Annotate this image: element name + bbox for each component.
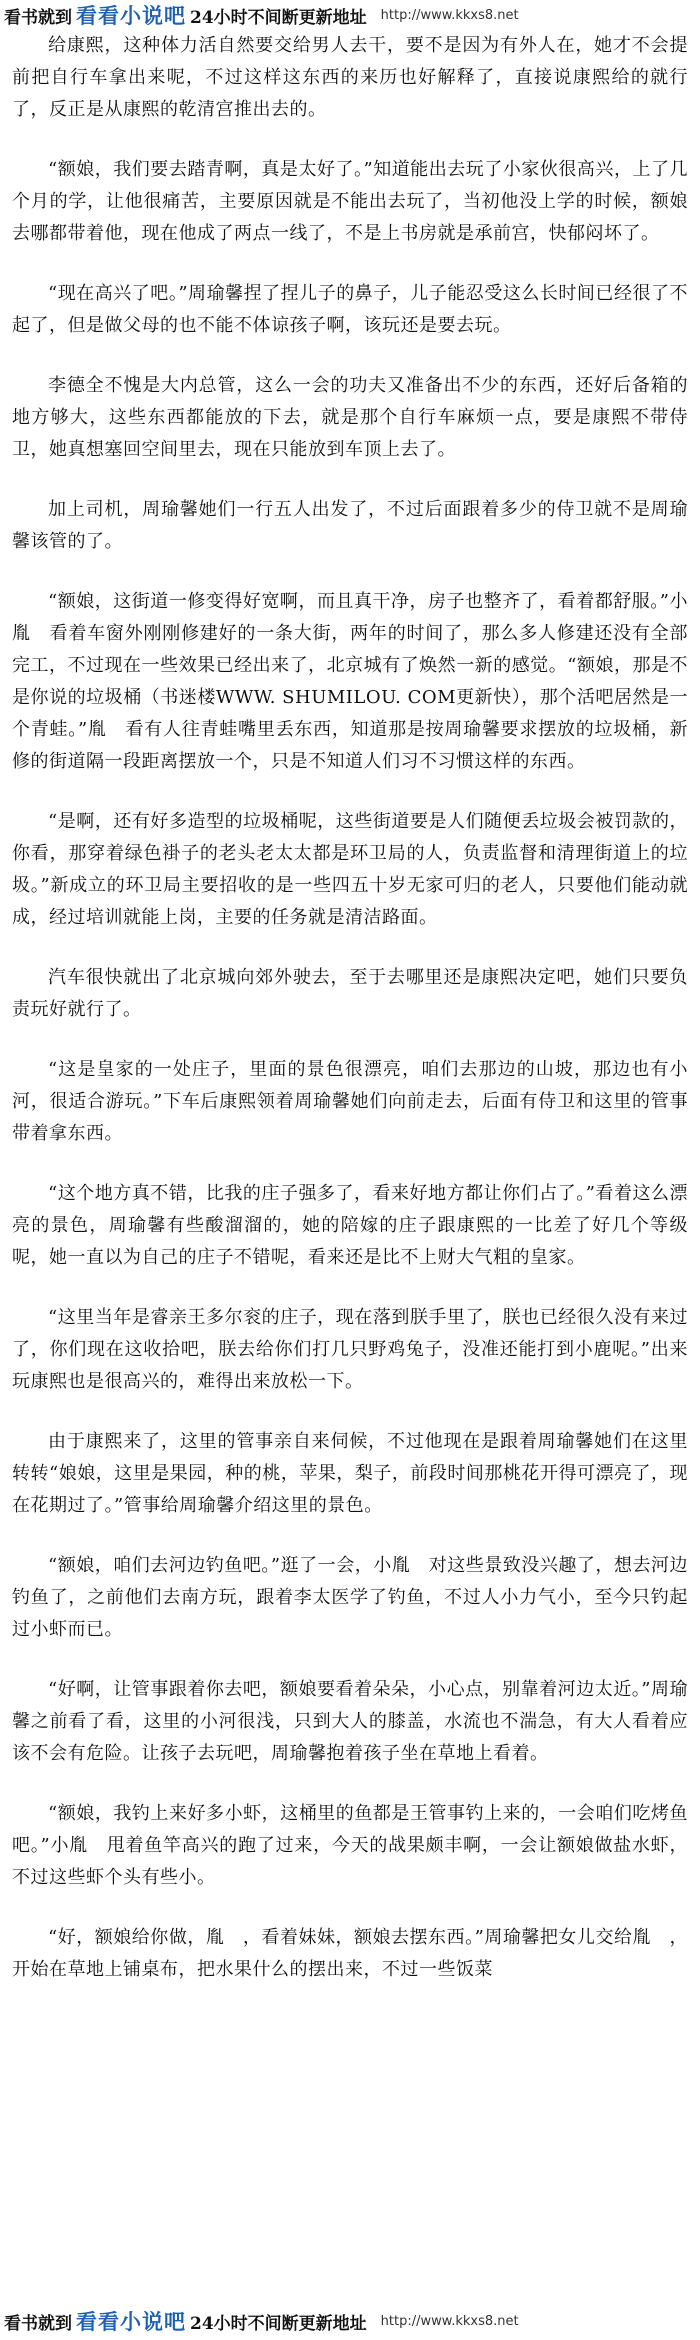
- paragraph: 由于康熙来了，这里的管事亲自来伺候，不过他现在是跟着周瑜馨她们在这里转转“娘娘，这里是果园，种的桃，苹果，梨子，前段时间那桃花开得可漂亮了，现在花期过了。”管事给周瑜馨介绍这里的景色。: [12, 1431, 688, 1516]
- paragraph: 给康熙，这种体力活自然要交给男人去干，要不是因为有外人在，她才不会提前把自行车拿出来呢，不过这样这东西的来历也好解释了，直接说康熙给的就行了，反正是从康熙的乾清宫推出去的。: [12, 35, 688, 120]
- paragraph: “这里当年是睿亲王多尔衮的庄子，现在落到朕手里了，朕也已经很久没有来过了，你们现在这收拾吧，朕去给你们打几只野鸡兔子，没准还能打到小鹿呢。”出来玩康熙也是很高兴的，难得出来放松一下。: [12, 1307, 688, 1392]
- paragraph: “这是皇家的一处庄子，里面的景色很漂亮，咱们去那边的山坡，那边也有小河，很适合游玩。”下车后康熙领着周瑜馨她们向前走去，后面有侍卫和这里的管事带着拿东西。: [12, 1059, 688, 1144]
- paragraph: “这个地方真不错，比我的庄子强多了，看来好地方都让你们占了。”看着这么漂亮的景色，周瑜馨有些酸溜溜的，她的陪嫁的庄子跟康熙的一比差了好几个等级呢，她一直以为自己的庄子不错呢，看来还是比不上财大气粗的皇家。: [12, 1183, 688, 1268]
- banner-slogan: 24小时不间断更新地址: [190, 2313, 367, 2334]
- paragraph: 汽车很快就出了北京城向郊外驶去，至于去哪里还是康熙决定吧，她们只要负责玩好就行了。: [12, 967, 688, 1020]
- paragraph: “额娘，这街道一修变得好宽啊，而且真干净，房子也整齐了，看着都舒服。”小胤 看着车窗外刚刚修建好的一条大街，两年的时间了，那么多人修建还没有全部完工，不过现在一些效果已经出来了，北京城有了焕然一新的感觉。“额娘，那是不是你说的垃圾桶（书迷楼WWW. SHUMILOU. COM更新快），那个活吧居然是一个青蛙。”胤 看有人往青蛙嘴里丢东西，知道那是按周瑜馨要求摆放的垃圾桶，新修的街道隔一段距离摆放一个，只是不知道人们习不习惯这样的东西。: [12, 591, 688, 772]
- top-banner: [0, 0, 700, 30]
- chapter-text: [12, 30, 688, 2302]
- bottom-banner: [0, 2306, 700, 2336]
- banner-brand-link[interactable]: 看看小说吧: [76, 3, 186, 28]
- paragraph: “好啊，让管事跟着你去吧，额娘要看着朵朵，小心点，别靠着河边太近。”周瑜馨之前看了看，这里的小河很浅，只到大人的膝盖，水流也不湍急，有大人看着应该不会有危险。让孩子去玩吧，周瑜馨抱着孩子坐在草地上看着。: [12, 1679, 688, 1764]
- banner-brand-link[interactable]: 看看小说吧: [76, 2309, 186, 2334]
- banner-prefix: 看书就到: [4, 7, 72, 28]
- paragraph: 李德全不愧是大内总管，这么一会的功夫又准备出不少的东西，还好后备箱的地方够大，这些东西都能放的下去，就是那个自行车麻烦一点，要是康熙不带侍卫，她真想塞回空间里去，现在只能放到车顶上去了。: [12, 375, 688, 460]
- paragraph: “额娘，咱们去河边钓鱼吧。”逛了一会，小胤 对这些景致没兴趣了，想去河边钓鱼了，之前他们去南方玩，跟着李太医学了钓鱼，不过人小力气小，至今只钓起过小虾而已。: [12, 1555, 688, 1640]
- paragraph: “现在高兴了吧。”周瑜馨捏了捏儿子的鼻子，儿子能忍受这么长时间已经很了不起了，但是做父母的也不能不体谅孩子啊，该玩还是要去玩。: [12, 283, 688, 336]
- banner-url-link[interactable]: http://www.kkxs8.net: [380, 2313, 519, 2329]
- banner-prefix: 看书就到: [4, 2313, 72, 2334]
- paragraph: “是啊，还有好多造型的垃圾桶呢，这些街道要是人们随便丢垃圾会被罚款的，你看，那穿着绿色褂子的老头老太太都是环卫局的人，负责监督和清理街道上的垃圾。”新成立的环卫局主要招收的是一些四五十岁无家可归的老人，只要他们能动就成，经过培训就能上岗，主要的任务就是清洁路面。: [12, 811, 688, 928]
- banner-url-link[interactable]: http://www.kkxs8.net: [380, 7, 519, 23]
- paragraph: “额娘，我们要去踏青啊，真是太好了。”知道能出去玩了小家伙很高兴，上了几个月的学，让他很痛苦，主要原因就是不能出去玩了，当初他没上学的时候，额娘去哪都带着他，现在他成了两点一线了，不是上书房就是承前宫，快郁闷坏了。: [12, 159, 688, 244]
- paragraph: “额娘，我钓上来好多小虾，这桶里的鱼都是王管事钓上来的，一会咱们吃烤鱼吧。”小胤 甩着鱼竿高兴的跑了过来，今天的战果颇丰啊，一会让额娘做盐水虾，不过这些虾个头有些小。: [12, 1803, 688, 1888]
- paragraph: 加上司机，周瑜馨她们一行五人出发了，不过后面跟着多少的侍卫就不是周瑜馨该管的了。: [12, 499, 688, 552]
- paragraph: “好，额娘给你做，胤 ，看着妹妹，额娘去摆东西。”周瑜馨把女儿交给胤 ，开始在草地上铺桌布，把水果什么的摆出来，不过一些饭菜: [12, 1927, 688, 1980]
- banner-slogan: 24小时不间断更新地址: [190, 7, 367, 28]
